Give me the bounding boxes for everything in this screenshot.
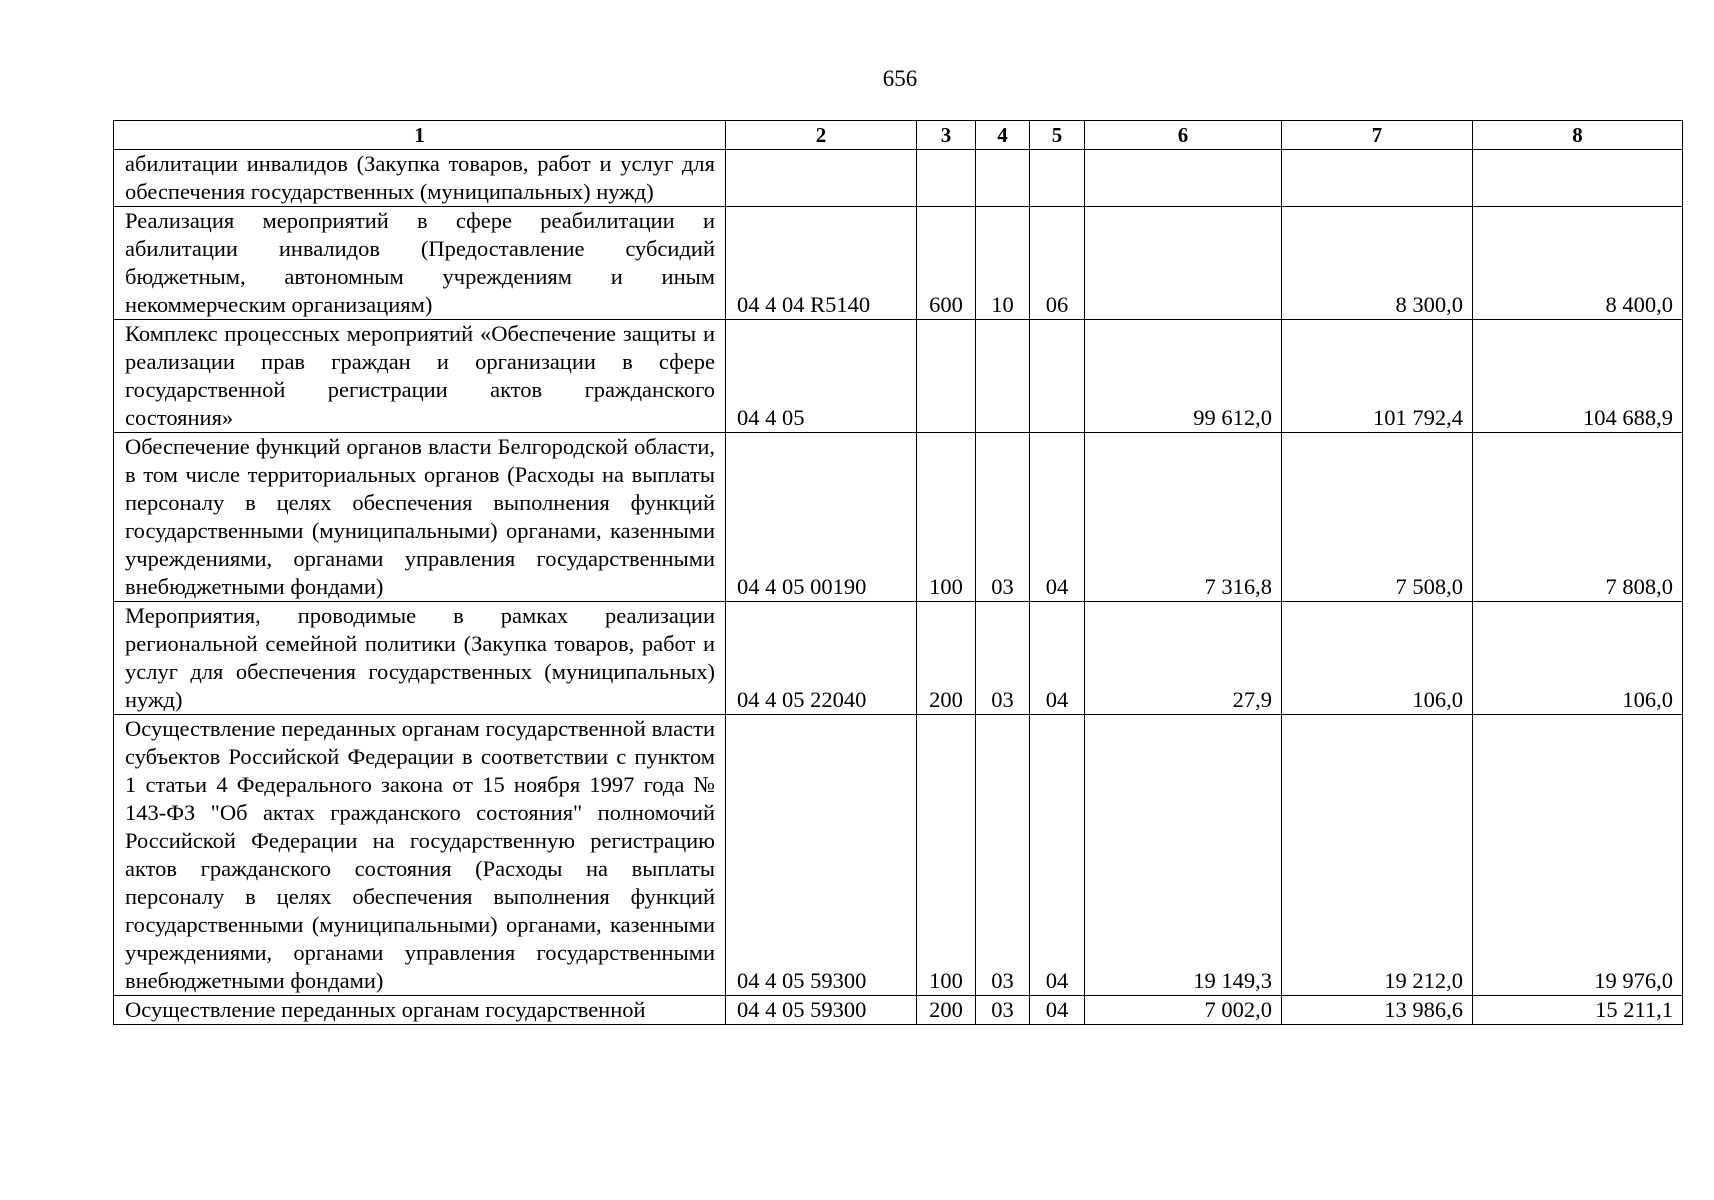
row-value-6: 27,9 <box>1085 602 1282 715</box>
row-value-6 <box>1085 207 1282 320</box>
row-description: Комплекс процессных мероприятий «Обеспечение защиты и реализации прав граждан и организации в сфере государственной регистрации актов гражданского состояния» <box>114 320 726 433</box>
page-number: 656 <box>882 66 918 91</box>
row-value-8: 104 688,9 <box>1473 320 1683 433</box>
row-value-8 <box>1473 150 1683 207</box>
row-value-7: 19 212,0 <box>1282 715 1473 996</box>
table-row <box>114 320 1683 433</box>
table-row <box>114 996 1683 1025</box>
row-value-8: 106,0 <box>1473 602 1683 715</box>
budget-table <box>113 120 1683 1025</box>
row-value-6: 7 316,8 <box>1085 433 1282 602</box>
row-col-5: 04 <box>1030 715 1085 996</box>
row-col-4: 10 <box>976 207 1030 320</box>
row-col-4: 03 <box>976 715 1030 996</box>
row-code <box>726 150 917 207</box>
row-col-3: 200 <box>917 996 976 1025</box>
row-value-7: 106,0 <box>1282 602 1473 715</box>
column-header: 1 <box>114 121 726 150</box>
row-value-7: 13 986,6 <box>1282 996 1473 1025</box>
row-col-4 <box>976 150 1030 207</box>
table-row <box>114 433 1683 602</box>
row-code: 04 4 05 00190 <box>726 433 917 602</box>
row-value-7: 7 508,0 <box>1282 433 1473 602</box>
row-col-5 <box>1030 150 1085 207</box>
row-code: 04 4 05 <box>726 320 917 433</box>
column-header: 2 <box>726 121 917 150</box>
column-header: 8 <box>1473 121 1683 150</box>
row-value-7: 101 792,4 <box>1282 320 1473 433</box>
row-value-7: 8 300,0 <box>1282 207 1473 320</box>
column-header: 7 <box>1282 121 1473 150</box>
row-code: 04 4 05 59300 <box>726 996 917 1025</box>
table-row <box>114 150 1683 207</box>
row-col-3 <box>917 150 976 207</box>
row-col-4 <box>976 320 1030 433</box>
row-col-4: 03 <box>976 602 1030 715</box>
row-col-5: 06 <box>1030 207 1085 320</box>
table-row <box>114 715 1683 996</box>
row-value-8: 7 808,0 <box>1473 433 1683 602</box>
row-col-5 <box>1030 320 1085 433</box>
row-code: 04 4 04 R5140 <box>726 207 917 320</box>
row-code: 04 4 05 59300 <box>726 715 917 996</box>
row-code: 04 4 05 22040 <box>726 602 917 715</box>
row-value-7 <box>1282 150 1473 207</box>
table-row <box>114 207 1683 320</box>
row-col-3: 100 <box>917 715 976 996</box>
row-description: Осуществление переданных органам государственной <box>114 996 726 1025</box>
row-value-8: 15 211,1 <box>1473 996 1683 1025</box>
row-value-8: 8 400,0 <box>1473 207 1683 320</box>
row-description: Мероприятия, проводимые в рамках реализации региональной семейной политики (Закупка товаров, работ и услуг для обеспечения государственных (муниципальных) нужд) <box>114 602 726 715</box>
row-value-6: 19 149,3 <box>1085 715 1282 996</box>
column-header: 6 <box>1085 121 1282 150</box>
column-header: 5 <box>1030 121 1085 150</box>
row-value-6: 7 002,0 <box>1085 996 1282 1025</box>
row-col-5: 04 <box>1030 602 1085 715</box>
row-col-4: 03 <box>976 433 1030 602</box>
column-header: 3 <box>917 121 976 150</box>
row-value-8: 19 976,0 <box>1473 715 1683 996</box>
row-description: Обеспечение функций органов власти Белгородской области, в том числе территориальных органов (Расходы на выплаты персоналу в целях обеспечения выполнения функций государственными (муниципальными) органами, казенными учреждениями, органами управления государственными внебюджетными фондами) <box>114 433 726 602</box>
row-col-4: 03 <box>976 996 1030 1025</box>
row-description: Осуществление переданных органам государственной власти субъектов Российской Федерации в соответствии с пунктом 1 статьи 4 Федерального закона от 15 ноября 1997 года № 143-ФЗ "Об актах гражданского состояния" полномочий Российской Федерации на государственную регистрацию актов гражданского состояния (Расходы на выплаты персоналу в целях обеспечения выполнения функций государственными (муниципальными) органами, казенными учреждениями, органами управления государственными внебюджетными фондами) <box>114 715 726 996</box>
row-value-6: 99 612,0 <box>1085 320 1282 433</box>
row-col-5: 04 <box>1030 433 1085 602</box>
table-row <box>114 602 1683 715</box>
row-col-3: 100 <box>917 433 976 602</box>
row-col-3: 600 <box>917 207 976 320</box>
table-header-row <box>114 121 1683 150</box>
row-description: абилитации инвалидов (Закупка товаров, работ и услуг для обеспечения государственных (муниципальных) нужд) <box>114 150 726 207</box>
row-description: Реализация мероприятий в сфере реабилитации и абилитации инвалидов (Предоставление субсидий бюджетным, автономным учреждениям и иным некоммерческим организациям) <box>114 207 726 320</box>
column-header: 4 <box>976 121 1030 150</box>
row-col-5: 04 <box>1030 996 1085 1025</box>
row-col-3 <box>917 320 976 433</box>
row-col-3: 200 <box>917 602 976 715</box>
row-value-6 <box>1085 150 1282 207</box>
